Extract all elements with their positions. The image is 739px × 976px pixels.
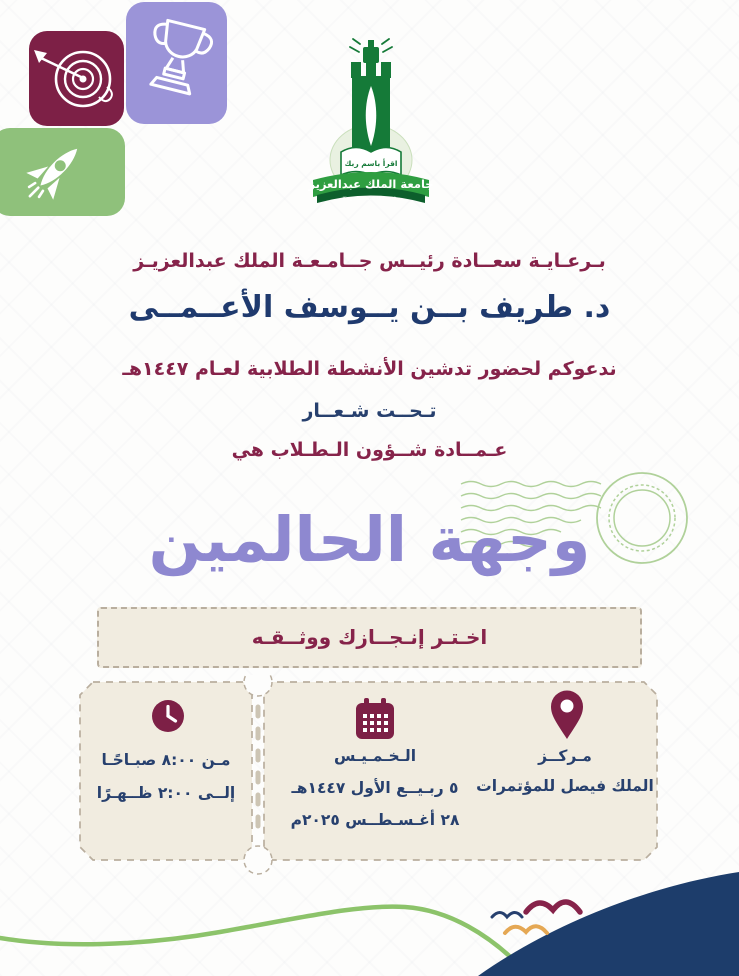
rocket-icon (0, 128, 125, 216)
green-wave-line (0, 907, 520, 966)
deanship-line: عـمــادة شــؤون الـطـلاب هي (231, 439, 508, 461)
calendar-icon (354, 697, 396, 741)
patronage-line: بـرعـايـة سعــادة رئيــس جــامـعـة الملك عبدالعزيـز (133, 250, 606, 272)
target-icon (29, 31, 124, 126)
time-column (80, 744, 252, 810)
under-slogan-line: تـحــت شـعــار (302, 400, 437, 422)
clock-icon (150, 698, 186, 734)
logo-banner-subtext: King Abdulaziz University (342, 197, 400, 202)
president-name: د. طريف بــن يــوسف الأعــمــى (128, 290, 611, 325)
date-column (268, 746, 482, 831)
date-hijri: ٥ ربـيــع الأول ١٤٤٧هـ (291, 779, 459, 797)
slogan-calligraphy: وجهة الحالمين (148, 503, 591, 576)
date-day: الـخـمـيـس (333, 747, 417, 765)
invitation-line: ندعوكم لحضور تدشين الأنشطة الطلابية لعـام ١٤٤٧هـ (122, 358, 617, 380)
cta-banner (97, 607, 642, 668)
time-line-1: مـن ٨:٠٠ صبـاحًـا (101, 751, 231, 769)
time-line-2: إلــى ٢:٠٠ ظــهـرًا (96, 784, 236, 802)
navy-wave-shape (478, 872, 739, 976)
venue-line-2: الملك فيصل للمؤتمرات (476, 777, 654, 795)
logo-banner-text: جامعة الملك عبدالعزيز (308, 177, 434, 191)
purple-square (126, 2, 227, 124)
venue-line-1: مـركــز (538, 747, 592, 765)
green-square (0, 128, 125, 216)
orange-bird-icon (505, 926, 547, 933)
location-pin-icon (547, 690, 587, 742)
trophy-icon (126, 2, 227, 124)
maroon-square (29, 31, 124, 126)
navy-bird-icon (492, 913, 522, 918)
maroon-bird-icon (526, 902, 580, 912)
logo-book-text: اقرأ باسم ربك (344, 159, 398, 168)
date-gregorian: ٢٨ أغـسـطــس ٢٠٢٥م (290, 811, 460, 829)
venue-column (462, 746, 668, 797)
footer-decoration (0, 856, 739, 976)
university-logo (305, 34, 437, 206)
cta-text: اخـتـر إنـجــازك ووثــقـه (251, 625, 488, 649)
